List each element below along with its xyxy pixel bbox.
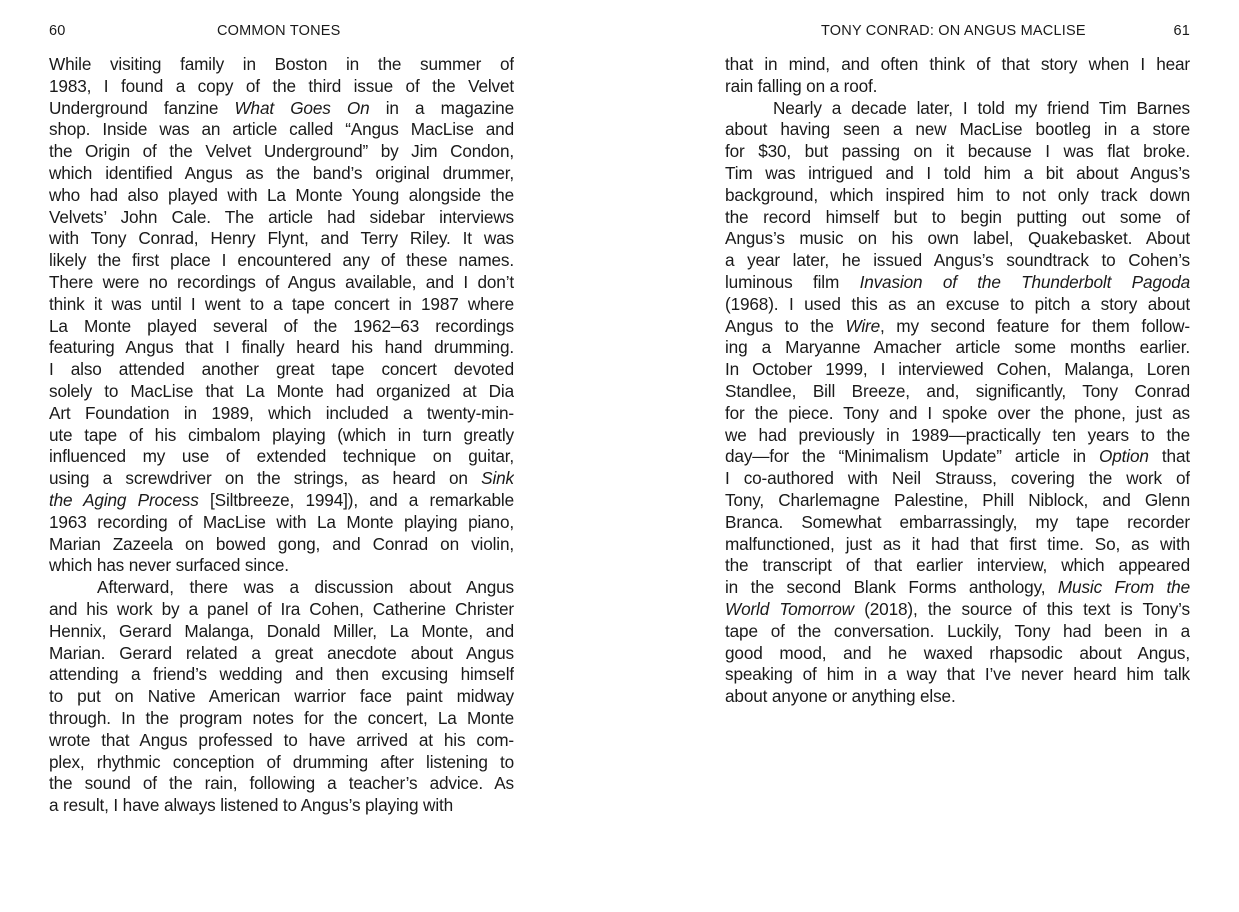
text-run: solely to MacLise that La Monte had organized at Dia <box>49 380 514 401</box>
italic-title: Wire <box>845 315 881 336</box>
text-line <box>49 686 514 708</box>
italic-title: Option <box>1099 446 1149 467</box>
text-run: Hennix, Gerard Malanga, Donald Miller, La Monte, and <box>49 620 514 641</box>
text-run: shop. Inside was an article called “Angus MacLise and <box>49 119 514 140</box>
text-line <box>49 294 514 316</box>
text-run: Underground fanzine <box>49 97 235 118</box>
text-line <box>49 708 514 730</box>
text-run: using a screwdriver on the strings, as heard on <box>49 468 482 489</box>
text-line <box>49 272 514 294</box>
text-run: I co-authored with Neil Strauss, covering the work of <box>725 468 1190 489</box>
text-run: with Tony Conrad, Henry Flynt, and Terry Riley. It was <box>49 228 514 249</box>
text-line <box>49 730 514 752</box>
text-line <box>49 752 514 774</box>
italic-title: What Goes On <box>234 97 370 118</box>
text-line <box>725 272 1190 294</box>
text-run: which identified Angus as the band’s original drummer, <box>49 162 514 183</box>
text-line <box>49 54 514 76</box>
text-line <box>49 599 514 621</box>
italic-title: the Aging Process <box>49 489 199 510</box>
text-line <box>49 359 514 381</box>
text-run: a year later, he issued Angus’s soundtrack to Cohen’s <box>725 250 1190 271</box>
text-line <box>725 54 1190 76</box>
text-run: While visiting family in Boston in the summer of <box>49 54 514 74</box>
text-run: in a magazine <box>369 97 514 118</box>
text-line <box>49 141 514 163</box>
text-run: ing a Maryanne Amacher article some months earlier. <box>725 337 1190 358</box>
text-line <box>725 250 1190 272</box>
text-run: for the piece. Tony and I spoke over the phone, just as <box>725 402 1190 423</box>
text-line <box>725 359 1190 381</box>
text-run: , my second feature for them follow- <box>880 315 1190 336</box>
text-run: that <box>1148 446 1190 467</box>
text-line <box>49 119 514 141</box>
text-line <box>49 773 514 795</box>
text-line <box>49 425 514 447</box>
text-run: (1968). I used this as an excuse to pitch a story about <box>725 293 1190 314</box>
text-run: Marian Zazeela on bowed gong, and Conrad on violin, <box>49 533 514 554</box>
left-page <box>49 0 514 912</box>
text-run: the Origin of the Velvet Underground” by Jim Condon, <box>49 141 514 162</box>
right-body-text <box>725 54 1190 708</box>
text-line <box>49 446 514 468</box>
text-run: that in mind, and often think of that story when I hear <box>725 54 1190 74</box>
text-run: malfunctioned, just as it had that first time. So, as with <box>725 533 1190 554</box>
text-run: day—for the “Minimalism Update” article in <box>725 446 1100 467</box>
text-line <box>49 228 514 250</box>
italic-title: Sink <box>481 468 514 489</box>
text-run: Standlee, Bill Breeze, and, significantly, Tony Conrad <box>725 380 1190 401</box>
text-run: for $30, but passing on it because I was flat broke. <box>725 141 1190 162</box>
text-run: the record himself but to begin putting out some of <box>725 206 1190 227</box>
text-line <box>725 512 1190 534</box>
text-line <box>49 185 514 207</box>
text-line <box>725 228 1190 250</box>
text-line <box>49 98 514 120</box>
text-run: ute tape of his cimbalom playing (which in turn greatly <box>49 424 514 445</box>
text-line <box>49 512 514 534</box>
text-line <box>725 534 1190 556</box>
text-run: influenced my use of extended technique on guitar, <box>49 446 514 467</box>
text-line <box>725 76 1190 98</box>
text-run: La Monte played several of the 1962–63 recordings <box>49 315 514 336</box>
text-line <box>725 425 1190 447</box>
italic-title: Music From the <box>1057 577 1190 598</box>
text-line <box>49 207 514 229</box>
text-run: Angus’s music on his own label, Quakebasket. About <box>725 228 1190 249</box>
text-line <box>49 795 514 817</box>
text-line <box>49 250 514 272</box>
running-head-title-right: TONY CONRAD: ON ANGUS MACLISE <box>821 23 1086 39</box>
text-line <box>725 403 1190 425</box>
right-page <box>725 0 1190 912</box>
left-running-head <box>49 22 514 40</box>
text-line <box>49 76 514 98</box>
text-line <box>725 599 1190 621</box>
text-line <box>725 163 1190 185</box>
text-run: Art Foundation in 1989, which included a twenty-min- <box>49 402 514 423</box>
text-run: featuring Angus that I finally heard his hand drumming. <box>49 337 514 358</box>
text-run: rain falling on a roof. <box>725 75 878 96</box>
text-run: tape of the conversation. Luckily, Tony had been in a <box>725 620 1190 641</box>
text-run: 1963 recording of MacLise with La Monte playing piano, <box>49 511 514 532</box>
text-line <box>49 577 514 599</box>
text-run: Branca. Somewhat embarrassingly, my tape recorder <box>725 511 1190 532</box>
text-run: about having seen a new MacLise bootleg in a store <box>725 119 1190 140</box>
text-run: Marian. Gerard related a great anecdote about Angus <box>49 642 514 663</box>
text-run: Nearly a decade later, I told my friend Tim Barnes <box>773 97 1190 118</box>
text-run: which has never surfaced since. <box>49 555 289 576</box>
text-run: background, which inspired him to not only track down <box>725 184 1190 205</box>
text-line <box>725 468 1190 490</box>
text-line <box>49 163 514 185</box>
text-run: attending a friend’s wedding and then excusing himself <box>49 664 514 685</box>
page-number-left: 60 <box>49 23 66 39</box>
text-run: Angus to the <box>725 315 846 336</box>
text-line <box>725 337 1190 359</box>
text-run: through. In the program notes for the concert, La Monte <box>49 707 514 728</box>
italic-title: World Tomorrow <box>725 598 854 619</box>
text-line <box>49 381 514 403</box>
text-run: the transcript of that earlier interview, which appeared <box>725 555 1190 576</box>
text-run: we had previously in 1989—practically ten years to the <box>725 424 1190 445</box>
text-run: and his work by a panel of Ira Cohen, Catherine Christer <box>49 598 514 619</box>
text-line <box>725 686 1190 708</box>
text-line <box>49 555 514 577</box>
text-run: plex, rhythmic conception of drumming after listening to <box>49 751 514 772</box>
text-line <box>725 446 1190 468</box>
text-run: In October 1999, I interviewed Cohen, Malanga, Loren <box>725 359 1190 380</box>
text-line <box>725 316 1190 338</box>
text-line <box>49 403 514 425</box>
text-line <box>49 337 514 359</box>
text-line <box>725 119 1190 141</box>
text-run: I also attended another great tape concert devoted <box>49 359 514 380</box>
text-run: Velvets’ John Cale. The article had sidebar interviews <box>49 206 514 227</box>
text-line <box>725 577 1190 599</box>
text-line <box>725 490 1190 512</box>
text-line <box>49 316 514 338</box>
right-running-head <box>725 22 1190 40</box>
text-line <box>49 468 514 490</box>
text-run: good mood, and he waxed rhapsodic about Angus, <box>725 642 1190 663</box>
text-line <box>725 664 1190 686</box>
text-run: likely the first place I encountered any of these names. <box>49 250 514 271</box>
text-line <box>725 98 1190 120</box>
text-line <box>725 621 1190 643</box>
text-line <box>725 207 1190 229</box>
text-run: There were no recordings of Angus available, and I don’t <box>49 271 514 292</box>
text-run: the sound of the rain, following a teacher’s advice. As <box>49 773 514 794</box>
page-number-right: 61 <box>1173 23 1190 39</box>
text-run: to put on Native American warrior face paint midway <box>49 686 514 707</box>
text-run: Tony, Charlemagne Palestine, Phill Niblock, and Glenn <box>725 489 1190 510</box>
text-line <box>49 643 514 665</box>
text-run: about anyone or anything else. <box>725 686 956 707</box>
text-run: a result, I have always listened to Angus’s playing with <box>49 795 454 816</box>
text-line <box>725 643 1190 665</box>
text-line <box>725 381 1190 403</box>
text-run: Afterward, there was a discussion about Angus <box>97 577 514 598</box>
text-line <box>49 534 514 556</box>
left-body-text <box>49 54 514 817</box>
text-line <box>725 185 1190 207</box>
running-head-title-left: COMMON TONES <box>217 23 341 39</box>
text-line <box>725 294 1190 316</box>
text-line <box>725 555 1190 577</box>
text-run: [Siltbreeze, 1994]), and a remarkable <box>198 489 514 510</box>
text-line <box>49 664 514 686</box>
text-run: luminous film <box>725 271 860 292</box>
text-run: who had also played with La Monte Young alongside the <box>49 184 514 205</box>
text-run: 1983, I found a copy of the third issue of the Velvet <box>49 75 514 96</box>
text-run: think it was until I went to a tape concert in 1987 where <box>49 293 514 314</box>
text-run: Tim was intrigued and I told him a bit about Angus’s <box>725 162 1190 183</box>
italic-title: Invasion of the Thunderbolt Pagoda <box>859 271 1190 292</box>
text-line <box>49 621 514 643</box>
text-run: speaking of him in a way that I’ve never heard him talk <box>725 664 1190 685</box>
text-line <box>49 490 514 512</box>
text-run: in the second Blank Forms anthology, <box>725 577 1058 598</box>
text-line <box>725 141 1190 163</box>
text-run: wrote that Angus professed to have arrived at his com- <box>49 729 514 750</box>
text-run: (2018), the source of this text is Tony’s <box>853 598 1190 619</box>
